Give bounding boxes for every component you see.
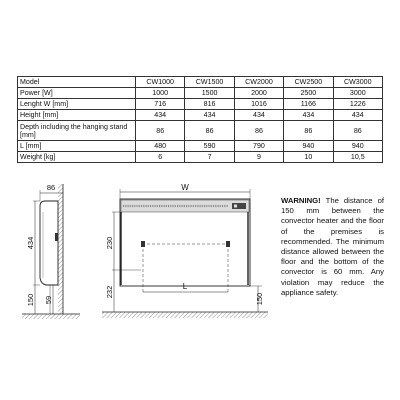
row-label-line: Depth including the hanging stand (20, 122, 128, 131)
table-cell: 940 (284, 141, 333, 152)
dimension-label-floor-clearance: 150 (26, 293, 35, 307)
table-cell: 2000 (234, 88, 283, 99)
row-label: Power [W] (18, 88, 136, 99)
table-cell: 86 (185, 121, 234, 141)
table-cell: 86 (234, 121, 283, 141)
table-cell: 6 (136, 152, 185, 163)
warning-heading: WARNING! (281, 196, 321, 205)
dimension-label-height: 434 (26, 236, 35, 250)
dimension-label-bracket: 59 (44, 295, 53, 305)
table-cell: 434 (333, 110, 382, 121)
row-label: L [mm] (18, 141, 136, 152)
table-cell: 9 (234, 152, 283, 163)
table-header-cell: Model (18, 77, 136, 88)
table-cell: 1000 (136, 88, 185, 99)
table-cell: 2500 (284, 88, 333, 99)
floor-hatching (102, 312, 268, 318)
table-cell: 816 (185, 99, 234, 110)
row-label: Height [mm] (18, 110, 136, 121)
table-cell: 1226 (333, 99, 382, 110)
table-cell: 3000 (333, 88, 382, 99)
warning-note (281, 196, 384, 298)
heater-side-profile (40, 201, 58, 285)
dimension-label-floor-to-stand: 232 (105, 285, 114, 299)
dimension-label-stand-spacing: L (182, 282, 188, 291)
table-cell: 86 (284, 121, 333, 141)
table-cell: 7 (185, 152, 234, 163)
dimension-label-depth: 86 (46, 183, 56, 192)
row-label: Lenght W [mm] (18, 99, 136, 110)
table-header-cell: CW2500 (284, 77, 333, 88)
table-cell: 10 (284, 152, 333, 163)
table-cell: 1016 (234, 99, 283, 110)
table-cell: 434 (136, 110, 185, 121)
table-cell: 86 (136, 121, 185, 141)
table-header-cell: CW2000 (234, 77, 283, 88)
dimension-label-floor-clearance: 150 (255, 292, 264, 306)
table-cell: 434 (284, 110, 333, 121)
wall-bracket (55, 233, 58, 241)
table-cell: 716 (136, 99, 185, 110)
row-label: Weight [kg] (18, 152, 136, 163)
floor-hatching (22, 314, 80, 319)
side-view-drawing (22, 183, 80, 319)
table-header-cell: CW1000 (136, 77, 185, 88)
table-cell: 1500 (185, 88, 234, 99)
control-knob-icon (234, 205, 237, 208)
front-view-drawing (102, 183, 268, 318)
table-cell: 10,5 (333, 152, 382, 163)
warning-body: The distance of 150 mm between the convector heater and the floor of the premises is recommended. The minimum distance allowed between the floor and the bottom of the convector is 60 mm. Any violation may reduce the appliance safety. (281, 196, 384, 297)
table-cell: 86 (333, 121, 382, 141)
table-header-cell: CW1500 (185, 77, 234, 88)
dimension-label-stand-height: 230 (105, 236, 114, 250)
table-cell: 940 (333, 141, 382, 152)
table-cell: 480 (136, 141, 185, 152)
table-cell: 590 (185, 141, 234, 152)
dimension-label-width: W (181, 183, 189, 192)
table-cell: 790 (234, 141, 283, 152)
table-header-cell: CW3000 (333, 77, 382, 88)
table-cell: 1166 (284, 99, 333, 110)
table-cell: 434 (185, 110, 234, 121)
row-label-line: [mm] (20, 130, 36, 139)
table-cell: 434 (234, 110, 283, 121)
wall-hatching (58, 184, 63, 314)
